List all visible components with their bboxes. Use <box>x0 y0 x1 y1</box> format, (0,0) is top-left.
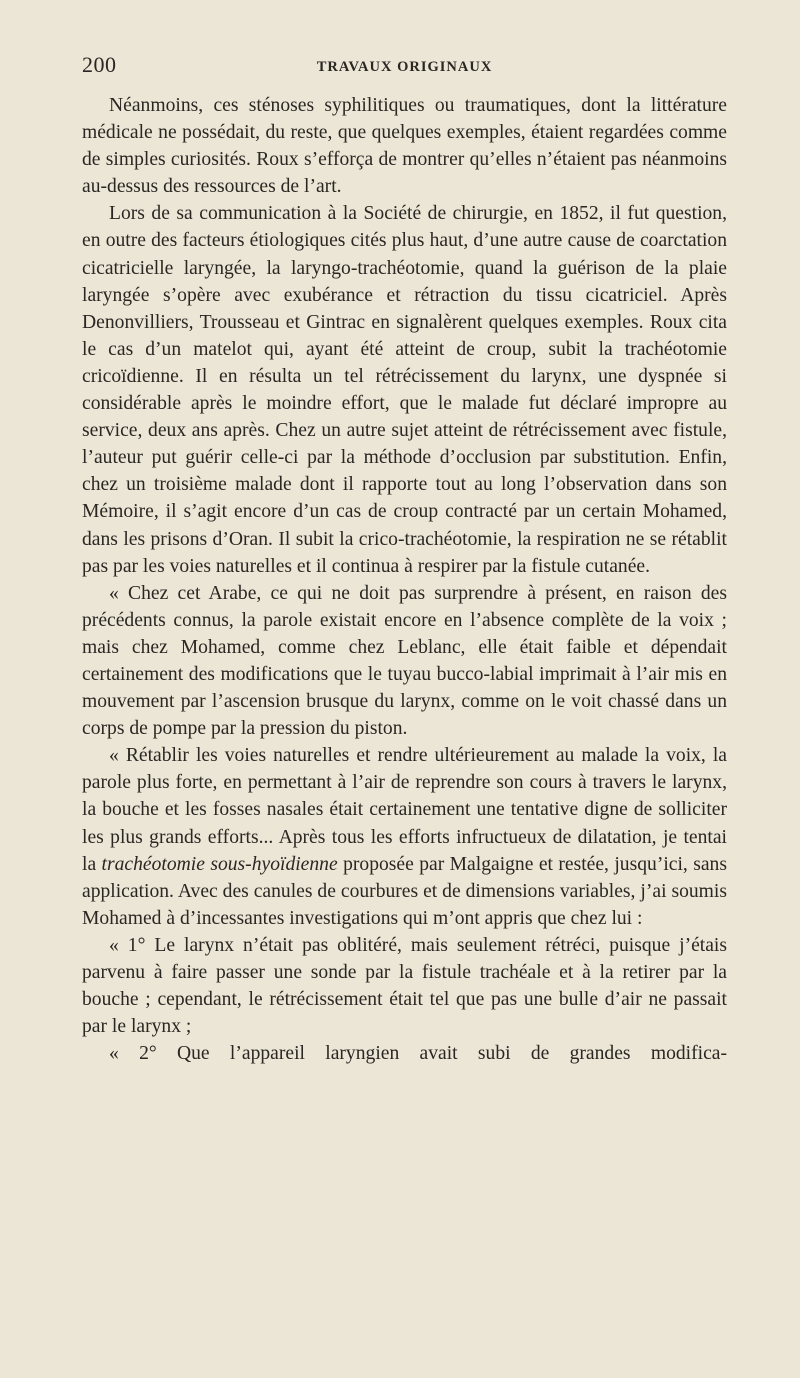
paragraph-6: « 2° Que l’appareil laryngien avait subi de grandes modifica- <box>109 1043 727 1065</box>
body-text <box>82 92 727 1067</box>
page-number: 200 <box>82 52 117 77</box>
paragraph-4-text-before: « Rétablir les voies naturelles et rendre ultérieurement au malade la voix, la parole plus forte, en permettant à l’air de reprendre son cours à travers le larynx, la bouche et les fosses nasales était certainement une tentative digne de solliciter les plus grands efforts... Après tous les efforts infructueux de dilatation, je tentai la <box>82 745 727 875</box>
paragraph-5: « 1° Le larynx n’était pas oblitéré, mais seulement rétréci, puisque j’étais parvenu à faire passer une sonde par la fistule trachéale et à la retirer par la bouche ; cependant, le rétrécissement était tel que pas une bulle d’air ne passait par le larynx ; <box>82 934 727 1038</box>
page-header <box>82 52 727 82</box>
paragraph-3: « Chez cet Arabe, ce qui ne doit pas surprendre à présent, en raison des précédents connus, la parole existait encore en l’absence complète de la voix ; mais chez Mohamed, comme chez Leblanc, elle était faible et dépendait certainement des modifications que le tuyau bucco-labial imprimait à l’air mis en mouvement par l’ascension brusque du larynx, comme on le voit chassé dans un corps de pompe par la pression du piston. <box>82 582 727 740</box>
paragraph-4-text-after: proposée par Malgaigne et restée, jusqu’ici, sans application. Avec des canules de courbures et de dimensions variables, j’ai soumis Mohamed à d’incessantes investigations qui m’ont appris que chez lui : <box>82 853 727 929</box>
paragraph-4 <box>82 742 727 932</box>
paragraph-4-emphasis: trachéotomie sous-hyoïdienne <box>101 853 338 875</box>
paragraph-1: Néanmoins, ces sténoses syphilitiques ou traumatiques, dont la littérature médicale ne possédait, du reste, que quelques exemples, étaient regardées comme de simples curiosités. Roux s’efforça de montrer qu’elles n’étaient pas néanmoins au-dessus des ressources de l’art. <box>82 95 727 198</box>
paragraph-2: Lors de sa communication à la Société de chirurgie, en 1852, il fut question, en outre des facteurs étiologiques cités plus haut, d’une autre cause de coarctation cicatricielle laryngée, la laryngo-trachéotomie, quand la guérison de la plaie laryngée s’opère avec exubérance et rétraction du tissu cicatriciel. Après Denonvilliers, Trousseau et Gintrac en signalèrent quelques exemples. Roux cita le cas d’un matelot qui, ayant été atteint de croup, subit la trachéotomie cricoïdienne. Il en résulta un tel rétrécissement du larynx, une dyspnée si considérable après le moindre effort, que le malade fut déclaré impropre au service, deux ans après. Chez un autre sujet atteint de rétrécissement avec fistule, l’auteur put guérir celle-ci par la méthode d’occlusion par substitution. Enfin, chez un troisième malade dont il rapporte tout au long l’observation dans son Mémoire, il s’agit encore d’un cas de croup contracté par un certain Mohamed, dans les prisons d’Oran. Il subit la crico-trachéotomie, la respiration ne se rétablit pas par les voies naturelles et il continua à respirer par la fistule cutanée. <box>82 203 727 577</box>
running-head: TRAVAUX ORIGINAUX <box>316 59 493 75</box>
